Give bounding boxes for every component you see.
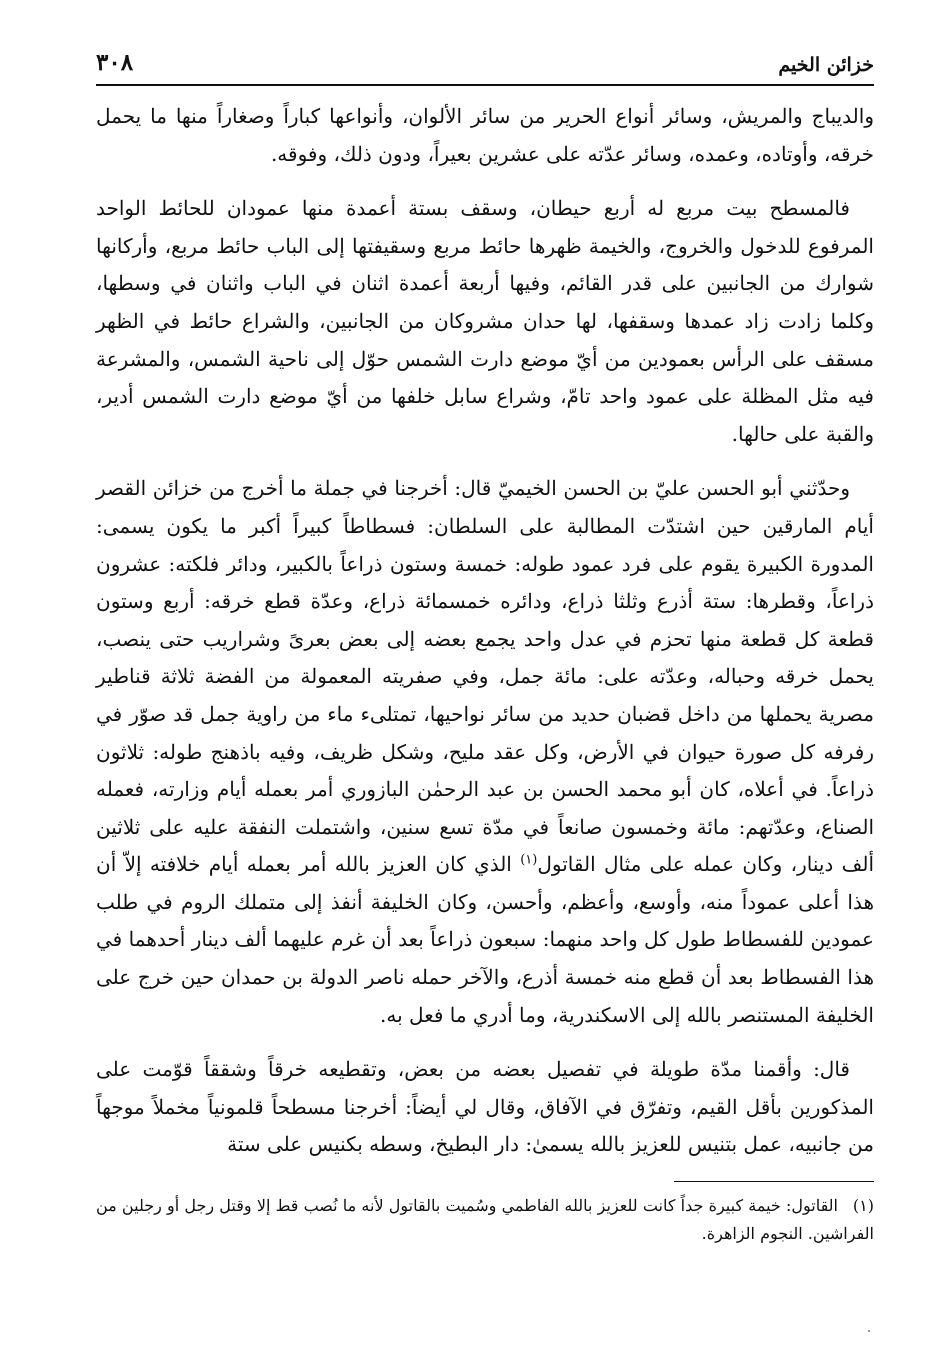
- paragraph-4: قال: وأقمنا مدّة طويلة في تفصيل بعضه من بعض، وتقطيعه خرقاً وشققاً قوّمت على المذكورين بأقل القيم، وتفرّق في الآفاق، وقال لي أيضاً: أخرجنا مسطحاً قلمونياً مخملاً موجهاً من جانبيه، عمل بتنيس للعزيز بالله يسمىٰ: دار البطيخ، وسطه بكنيس على ستة: [96, 1057, 874, 1157]
- paragraph-3-text-after: الذي كان العزيز بالله أمر بعمله أيام خلافته إلاّ أن هذا أعلى عموداً منه، وأوسع، وأعظم، وأحسن، وكان الخليفة أنفذ إلى متملك الروم في طلب عمودين للفسطاط طول كل واحد منهما: سبعون ذراعاً بعد أن غرم عليهما ألف دينار أحدهما في هذا الفسطاط بعد أن قطع منه خمسة أذرع، والآخر حمله ناصر الدولة بن حمدان حين خرج على الخليفة المستنصر بالله إلى الاسكندرية، وما أدري ما فعل به.: [96, 852, 874, 1027]
- paragraph-3-text-before: وحدّثني أبو الحسن عليّ بن الحسن الخيميّ قال: أخرجنا في جملة ما أخرج من خزائن القصر أيام المارقين حين اشتدّت المطالبة على السلطان: فسطاطاً كبيراً أكبر ما يكون يسمى: المدورة الكبيرة يقوم على فرد عمود طوله: خمسة وستون ذراعاً بالكبير، ودائر فلكته: عشرون ذراعاً، وقطرها: ستة أذرع وثلثا ذراع، ودائره خمسمائة ذراع، وعدّة قطع خرقه: أربع وستون قطعة كل قطعة منها تحزم في عدل واحد يجمع بعضه إلى بعض بعرىً وشراريب حتى ينصب، يحمل خرقه وحباله، وعدّته على: مائة جمل، وفي صفريته المعمولة من الفضة ثلاثة قناطير مصرية يحملها من داخل قضبان حديد من سائر نواحيها، تمتلىء ماء من راوية جمل قد صوّر في رفرفه كل صورة حيوان في الأرض، وكل عقد مليح، وشكل ظريف، وفيه باذهنج طوله: ثلاثون ذراعاً. في أعلاه، كان أبو محمد الحسن بن عبد الرحمٰن البازوري أمر بعمله أيام وزارته، فعمله الصناع، وعدّتهم: مائة وخمسون صانعاً في مدّة تسع سنين، واشتملت النفقة عليه على ثلاثين ألف دينار، وكان عمله على مثال القاتول: [96, 476, 875, 877]
- footnote-text: القاتول: خيمة كبيرة جداً كانت للعزيز بالله الفاطمي وسُميت بالقاتول لأنه ما نُصب قط إلا وقتل رجل أو رجلين من الفراشين. النجوم الزاهرة.: [96, 1196, 874, 1244]
- book-page: [96, 40, 874, 1340]
- paragraph-3: [96, 470, 874, 1034]
- footnote-marker[interactable]: (١): [520, 852, 538, 868]
- margin-speck: [868, 1330, 870, 1332]
- footnote-1: [96, 1192, 874, 1248]
- footnote-number: (١): [852, 1196, 874, 1216]
- running-title: خزائن الخيم: [778, 54, 874, 76]
- footnotes: [96, 1192, 874, 1248]
- paragraph-1: والديباج والمريش، وسائر أنواع الحرير من سائر الألوان، وأنواعها كباراً وصغاراً منها ما يحمل خرقه، وأوتاده، وعمده، وسائر عدّته على عشرين بعيراً، ودون ذلك، وفوقه.: [96, 104, 874, 166]
- body-text: [96, 98, 874, 1164]
- footnote-divider: [674, 1181, 874, 1182]
- page-header: [96, 40, 874, 86]
- page-number: ٣٠٨: [96, 49, 134, 76]
- paragraph-2: فالمسطح بيت مربع له أربع حيطان، وسقف بستة أعمدة منها عمودان للحائط الواحد المرفوع للدخول والخروج، والخيمة ظهرها حائط مربع وسقيفتها إلى الباب حائط مربع، وأركانها شوارك من الجانبين على قدر القائم، وفيها أربعة أعمدة اثنان في الباب واثنان في وسطها، وكلما زادت زاد عمدها وسقفها، لها حدان مشروكان من الجانبين، والشراع حائط في الظهر مسقف على الرأس بعمودين من أيّ موضع دارت الشمس حوّل إلى ناحية الشمس، والمشرعة فيه مثل المظلة على عمود واحد تامّ، وشراع سابل خلفها من أيّ موضع دارت الشمس أدير، والقبة على حالها.: [96, 196, 875, 446]
